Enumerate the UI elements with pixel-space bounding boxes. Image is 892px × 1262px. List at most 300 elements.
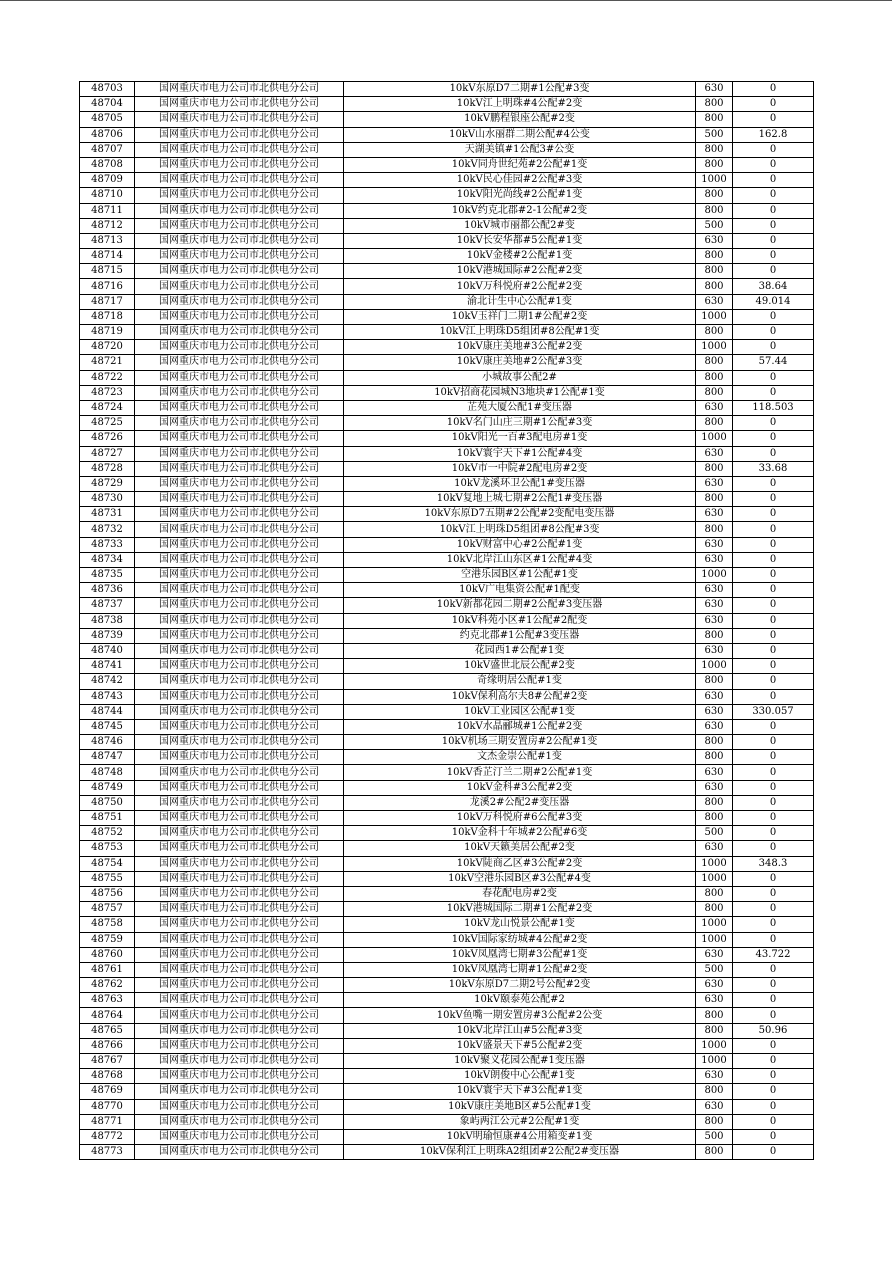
value-cell: 0 bbox=[733, 142, 814, 157]
row-number: 48767 bbox=[80, 1054, 135, 1069]
company-cell: 国网重庆市电力公司市北供电分公司 bbox=[135, 917, 344, 932]
capacity-cell: 800 bbox=[696, 157, 733, 172]
value-cell: 0 bbox=[733, 795, 814, 810]
value-cell: 0 bbox=[733, 203, 814, 218]
row-number: 48734 bbox=[80, 552, 135, 567]
company-cell: 国网重庆市电力公司市北供电分公司 bbox=[135, 537, 344, 552]
transformer-name-cell: 10kV水晶郦城#1公配#2变 bbox=[344, 719, 696, 734]
value-cell: 0 bbox=[733, 385, 814, 400]
table-row bbox=[80, 1054, 814, 1069]
transformer-name-cell: 10kV江上明珠D5组团#8公配#3变 bbox=[344, 522, 696, 537]
table-row bbox=[80, 552, 814, 567]
value-cell: 0 bbox=[733, 750, 814, 765]
capacity-cell: 630 bbox=[696, 719, 733, 734]
transformer-name-cell: 10kV国际家纺城#4公配#2变 bbox=[344, 932, 696, 947]
page-top-rule bbox=[0, 0, 892, 1]
capacity-cell: 630 bbox=[696, 1069, 733, 1084]
table-row bbox=[80, 689, 814, 704]
row-number: 48772 bbox=[80, 1129, 135, 1144]
row-number: 48718 bbox=[80, 309, 135, 324]
table-row bbox=[80, 598, 814, 613]
capacity-cell: 630 bbox=[696, 1099, 733, 1114]
row-number: 48756 bbox=[80, 886, 135, 901]
company-cell: 国网重庆市电力公司市北供电分公司 bbox=[135, 993, 344, 1008]
capacity-cell: 630 bbox=[696, 476, 733, 491]
value-cell: 0 bbox=[733, 719, 814, 734]
company-cell: 国网重庆市电力公司市北供电分公司 bbox=[135, 385, 344, 400]
table-row bbox=[80, 962, 814, 977]
company-cell: 国网重庆市电力公司市北供电分公司 bbox=[135, 643, 344, 658]
row-number: 48704 bbox=[80, 97, 135, 112]
value-cell: 50.96 bbox=[733, 1023, 814, 1038]
table-row bbox=[80, 370, 814, 385]
transformer-name-cell: 10kV明瑜恒康#4公用箱变#1变 bbox=[344, 1129, 696, 1144]
value-cell: 0 bbox=[733, 1129, 814, 1144]
transformer-name-cell: 10kV陡商乙区#3公配#2变 bbox=[344, 856, 696, 871]
capacity-cell: 800 bbox=[696, 188, 733, 203]
row-number: 48713 bbox=[80, 233, 135, 248]
capacity-cell: 800 bbox=[696, 416, 733, 431]
transformer-name-cell: 10kV鹏程银座公配#2变 bbox=[344, 112, 696, 127]
transformer-name-cell: 10kV北岸江山东区#1公配#4变 bbox=[344, 552, 696, 567]
company-cell: 国网重庆市电力公司市北供电分公司 bbox=[135, 1038, 344, 1053]
transformer-name-cell: 10kV凤凰湾七期#1公配#2变 bbox=[344, 962, 696, 977]
row-number: 48738 bbox=[80, 613, 135, 628]
row-number: 48750 bbox=[80, 795, 135, 810]
capacity-cell: 500 bbox=[696, 826, 733, 841]
value-cell: 0 bbox=[733, 1069, 814, 1084]
company-cell: 国网重庆市电力公司市北供电分公司 bbox=[135, 1069, 344, 1084]
capacity-cell: 1000 bbox=[696, 1054, 733, 1069]
value-cell: 0 bbox=[733, 932, 814, 947]
transformer-name-cell: 10kV寰宇天下#1公配#4变 bbox=[344, 446, 696, 461]
transformer-name-cell: 10kV港城国际二期#1公配#2变 bbox=[344, 902, 696, 917]
table-row bbox=[80, 643, 814, 658]
row-number: 48746 bbox=[80, 735, 135, 750]
value-cell: 0 bbox=[733, 325, 814, 340]
value-cell: 0 bbox=[733, 157, 814, 172]
transformer-name-cell: 10kV约克北郡#2-1公配#2变 bbox=[344, 203, 696, 218]
table-row bbox=[80, 886, 814, 901]
table-row bbox=[80, 446, 814, 461]
row-number: 48707 bbox=[80, 142, 135, 157]
company-cell: 国网重庆市电力公司市北供电分公司 bbox=[135, 932, 344, 947]
table-row bbox=[80, 795, 814, 810]
transformer-name-cell: 小城故事公配2# bbox=[344, 370, 696, 385]
row-number: 48714 bbox=[80, 249, 135, 264]
row-number: 48740 bbox=[80, 643, 135, 658]
transformer-name-cell: 10kV新都花园二期#2公配#3变压器 bbox=[344, 598, 696, 613]
transformer-name-cell: 奇缘明居公配#1变 bbox=[344, 674, 696, 689]
table-row bbox=[80, 704, 814, 719]
capacity-cell: 1000 bbox=[696, 173, 733, 188]
row-number: 48752 bbox=[80, 826, 135, 841]
value-cell: 0 bbox=[733, 659, 814, 674]
value-cell: 0 bbox=[733, 233, 814, 248]
table-row bbox=[80, 841, 814, 856]
row-number: 48749 bbox=[80, 780, 135, 795]
table-row bbox=[80, 507, 814, 522]
value-cell: 0 bbox=[733, 993, 814, 1008]
company-cell: 国网重庆市电力公司市北供电分公司 bbox=[135, 628, 344, 643]
company-cell: 国网重庆市电力公司市北供电分公司 bbox=[135, 492, 344, 507]
row-number: 48765 bbox=[80, 1023, 135, 1038]
value-cell: 0 bbox=[733, 249, 814, 264]
capacity-cell: 630 bbox=[696, 537, 733, 552]
row-number: 48730 bbox=[80, 492, 135, 507]
transformer-name-cell: 10kV东原D7二期#1公配#3变 bbox=[344, 82, 696, 97]
company-cell: 国网重庆市电力公司市北供电分公司 bbox=[135, 886, 344, 901]
table-row bbox=[80, 719, 814, 734]
company-cell: 国网重庆市电力公司市北供电分公司 bbox=[135, 659, 344, 674]
company-cell: 国网重庆市电力公司市北供电分公司 bbox=[135, 674, 344, 689]
table-row bbox=[80, 674, 814, 689]
transformer-name-cell: 10kV保利江上明珠A2组团#2公配2#变压器 bbox=[344, 1145, 696, 1160]
transformer-name-cell: 10kV天籁美居公配#2变 bbox=[344, 841, 696, 856]
transformer-name-cell: 10kV寰宇天下#3公配#1变 bbox=[344, 1084, 696, 1099]
table-row bbox=[80, 917, 814, 932]
table-row bbox=[80, 340, 814, 355]
company-cell: 国网重庆市电力公司市北供电分公司 bbox=[135, 902, 344, 917]
transformer-name-cell: 10kV港城国际#2公配#2变 bbox=[344, 264, 696, 279]
value-cell: 0 bbox=[733, 522, 814, 537]
row-number: 48741 bbox=[80, 659, 135, 674]
capacity-cell: 630 bbox=[696, 446, 733, 461]
capacity-cell: 630 bbox=[696, 82, 733, 97]
value-cell: 0 bbox=[733, 1084, 814, 1099]
capacity-cell: 630 bbox=[696, 947, 733, 962]
capacity-cell: 630 bbox=[696, 704, 733, 719]
company-cell: 国网重庆市电力公司市北供电分公司 bbox=[135, 583, 344, 598]
capacity-cell: 800 bbox=[696, 385, 733, 400]
capacity-cell: 500 bbox=[696, 127, 733, 142]
transformer-name-cell: 10kV龙溪环卫公配1#变压器 bbox=[344, 476, 696, 491]
value-cell: 0 bbox=[733, 568, 814, 583]
value-cell: 0 bbox=[733, 188, 814, 203]
company-cell: 国网重庆市电力公司市北供电分公司 bbox=[135, 309, 344, 324]
table-row bbox=[80, 735, 814, 750]
transformer-name-cell: 天湖美镇#1公配3#公变 bbox=[344, 142, 696, 157]
table-row bbox=[80, 233, 814, 248]
company-cell: 国网重庆市电力公司市北供电分公司 bbox=[135, 613, 344, 628]
value-cell: 57.44 bbox=[733, 355, 814, 370]
company-cell: 国网重庆市电力公司市北供电分公司 bbox=[135, 522, 344, 537]
capacity-cell: 630 bbox=[696, 233, 733, 248]
row-number: 48745 bbox=[80, 719, 135, 734]
table-row bbox=[80, 1084, 814, 1099]
value-cell: 0 bbox=[733, 173, 814, 188]
company-cell: 国网重庆市电力公司市北供电分公司 bbox=[135, 188, 344, 203]
value-cell: 0 bbox=[733, 1008, 814, 1023]
company-cell: 国网重庆市电力公司市北供电分公司 bbox=[135, 1008, 344, 1023]
capacity-cell: 630 bbox=[696, 993, 733, 1008]
transformer-name-cell: 10kV江上明珠D5组团#8公配#1变 bbox=[344, 325, 696, 340]
value-cell: 0 bbox=[733, 902, 814, 917]
table-row bbox=[80, 157, 814, 172]
transformer-name-cell: 10kV金楼#2公配#1变 bbox=[344, 249, 696, 264]
table-row bbox=[80, 932, 814, 947]
company-cell: 国网重庆市电力公司市北供电分公司 bbox=[135, 811, 344, 826]
capacity-cell: 800 bbox=[696, 461, 733, 476]
capacity-cell: 1000 bbox=[696, 856, 733, 871]
value-cell: 162.8 bbox=[733, 127, 814, 142]
capacity-cell: 1000 bbox=[696, 932, 733, 947]
row-number: 48711 bbox=[80, 203, 135, 218]
capacity-cell: 630 bbox=[696, 765, 733, 780]
transformer-name-cell: 10kV市一中院#2配电房#2变 bbox=[344, 461, 696, 476]
transformer-name-cell: 春花配电房#2变 bbox=[344, 886, 696, 901]
capacity-cell: 800 bbox=[696, 628, 733, 643]
value-cell: 0 bbox=[733, 780, 814, 795]
table-row bbox=[80, 97, 814, 112]
transformer-name-cell: 10kV复地上城七期#2公配1#变压器 bbox=[344, 492, 696, 507]
company-cell: 国网重庆市电力公司市北供电分公司 bbox=[135, 340, 344, 355]
transformer-name-cell: 10kV龙山悦景公配#1变 bbox=[344, 917, 696, 932]
table-row bbox=[80, 279, 814, 294]
row-number: 48727 bbox=[80, 446, 135, 461]
table-row bbox=[80, 264, 814, 279]
company-cell: 国网重庆市电力公司市北供电分公司 bbox=[135, 856, 344, 871]
company-cell: 国网重庆市电力公司市北供电分公司 bbox=[135, 1145, 344, 1160]
company-cell: 国网重庆市电力公司市北供电分公司 bbox=[135, 142, 344, 157]
value-cell: 348.3 bbox=[733, 856, 814, 871]
company-cell: 国网重庆市电力公司市北供电分公司 bbox=[135, 127, 344, 142]
capacity-cell: 630 bbox=[696, 583, 733, 598]
value-cell: 33.68 bbox=[733, 461, 814, 476]
company-cell: 国网重庆市电力公司市北供电分公司 bbox=[135, 1114, 344, 1129]
table-row bbox=[80, 947, 814, 962]
transformer-name-cell: 花园西1#公配#1变 bbox=[344, 643, 696, 658]
capacity-cell: 800 bbox=[696, 735, 733, 750]
value-cell: 0 bbox=[733, 431, 814, 446]
row-number: 48762 bbox=[80, 978, 135, 993]
value-cell: 0 bbox=[733, 416, 814, 431]
capacity-cell: 800 bbox=[696, 674, 733, 689]
row-number: 48755 bbox=[80, 871, 135, 886]
table-row bbox=[80, 400, 814, 415]
table-row bbox=[80, 1008, 814, 1023]
row-number: 48710 bbox=[80, 188, 135, 203]
table-row bbox=[80, 492, 814, 507]
value-cell: 38.64 bbox=[733, 279, 814, 294]
transformer-name-cell: 象屿两江公元#2公配#1变 bbox=[344, 1114, 696, 1129]
row-number: 48742 bbox=[80, 674, 135, 689]
row-number: 48728 bbox=[80, 461, 135, 476]
transformer-name-cell: 10kV机场三期安置房#2公配#1变 bbox=[344, 735, 696, 750]
value-cell: 0 bbox=[733, 917, 814, 932]
capacity-cell: 630 bbox=[696, 978, 733, 993]
company-cell: 国网重庆市电力公司市北供电分公司 bbox=[135, 355, 344, 370]
company-cell: 国网重庆市电力公司市北供电分公司 bbox=[135, 871, 344, 886]
capacity-cell: 800 bbox=[696, 142, 733, 157]
capacity-cell: 800 bbox=[696, 264, 733, 279]
transformer-name-cell: 10kV广电集资公配#1配变 bbox=[344, 583, 696, 598]
value-cell: 0 bbox=[733, 628, 814, 643]
row-number: 48761 bbox=[80, 962, 135, 977]
company-cell: 国网重庆市电力公司市北供电分公司 bbox=[135, 1023, 344, 1038]
capacity-cell: 800 bbox=[696, 902, 733, 917]
capacity-cell: 500 bbox=[696, 218, 733, 233]
transformer-name-cell: 空港乐园B区#1公配#1变 bbox=[344, 568, 696, 583]
transformer-name-cell: 10kV康庄美地#3公配#2变 bbox=[344, 340, 696, 355]
value-cell: 0 bbox=[733, 1145, 814, 1160]
company-cell: 国网重庆市电力公司市北供电分公司 bbox=[135, 598, 344, 613]
transformer-name-cell: 10kV万科悦府#6公配#3变 bbox=[344, 811, 696, 826]
company-cell: 国网重庆市电力公司市北供电分公司 bbox=[135, 978, 344, 993]
capacity-cell: 800 bbox=[696, 112, 733, 127]
row-number: 48739 bbox=[80, 628, 135, 643]
value-cell: 0 bbox=[733, 370, 814, 385]
transformer-name-cell: 10kV盛景天下#5公配#2变 bbox=[344, 1038, 696, 1053]
row-number: 48724 bbox=[80, 400, 135, 415]
value-cell: 0 bbox=[733, 446, 814, 461]
capacity-cell: 1000 bbox=[696, 568, 733, 583]
transformer-name-cell: 10kV阳光尚线#2公配#1变 bbox=[344, 188, 696, 203]
transformer-name-cell: 渝北计生中心公配#1变 bbox=[344, 294, 696, 309]
row-number: 48771 bbox=[80, 1114, 135, 1129]
company-cell: 国网重庆市电力公司市北供电分公司 bbox=[135, 962, 344, 977]
capacity-cell: 800 bbox=[696, 1145, 733, 1160]
row-number: 48736 bbox=[80, 583, 135, 598]
capacity-cell: 800 bbox=[696, 325, 733, 340]
table-row bbox=[80, 811, 814, 826]
transformer-name-cell: 10kV招商花园城N3地块#1公配#1变 bbox=[344, 385, 696, 400]
table-row bbox=[80, 750, 814, 765]
value-cell: 0 bbox=[733, 1038, 814, 1053]
company-cell: 国网重庆市电力公司市北供电分公司 bbox=[135, 1084, 344, 1099]
company-cell: 国网重庆市电力公司市北供电分公司 bbox=[135, 780, 344, 795]
transformer-name-cell: 10kV山水丽群二期公配#4公变 bbox=[344, 127, 696, 142]
company-cell: 国网重庆市电力公司市北供电分公司 bbox=[135, 325, 344, 340]
transformer-name-cell: 10kV东原D7二期2号公配#2变 bbox=[344, 978, 696, 993]
transformer-name-cell: 10kV民心佳园#2公配#3变 bbox=[344, 173, 696, 188]
row-number: 48729 bbox=[80, 476, 135, 491]
value-cell: 0 bbox=[733, 492, 814, 507]
transformer-name-cell: 10kV玉祥门二期1#公配#2变 bbox=[344, 309, 696, 324]
table-row bbox=[80, 993, 814, 1008]
table-row bbox=[80, 628, 814, 643]
value-cell: 330.057 bbox=[733, 704, 814, 719]
company-cell: 国网重庆市电力公司市北供电分公司 bbox=[135, 218, 344, 233]
transformer-name-cell: 10kV康庄美地B区#5公配#1变 bbox=[344, 1099, 696, 1114]
company-cell: 国网重庆市电力公司市北供电分公司 bbox=[135, 157, 344, 172]
table-row bbox=[80, 112, 814, 127]
company-cell: 国网重庆市电力公司市北供电分公司 bbox=[135, 112, 344, 127]
capacity-cell: 630 bbox=[696, 294, 733, 309]
company-cell: 国网重庆市电力公司市北供电分公司 bbox=[135, 370, 344, 385]
transformer-name-cell: 10kV北岸江山#5公配#3变 bbox=[344, 1023, 696, 1038]
value-cell: 0 bbox=[733, 978, 814, 993]
row-number: 48764 bbox=[80, 1008, 135, 1023]
company-cell: 国网重庆市电力公司市北供电分公司 bbox=[135, 279, 344, 294]
value-cell: 0 bbox=[733, 674, 814, 689]
value-cell: 0 bbox=[733, 82, 814, 97]
table-row bbox=[80, 613, 814, 628]
row-number: 48769 bbox=[80, 1084, 135, 1099]
table-row bbox=[80, 583, 814, 598]
transformer-name-cell: 10kV科苑小区#1公配#2配变 bbox=[344, 613, 696, 628]
table-row bbox=[80, 188, 814, 203]
company-cell: 国网重庆市电力公司市北供电分公司 bbox=[135, 461, 344, 476]
table-row bbox=[80, 309, 814, 324]
capacity-cell: 1000 bbox=[696, 871, 733, 886]
capacity-cell: 630 bbox=[696, 552, 733, 567]
value-cell: 0 bbox=[733, 826, 814, 841]
value-cell: 43.722 bbox=[733, 947, 814, 962]
table-row bbox=[80, 537, 814, 552]
table-row bbox=[80, 416, 814, 431]
table-row bbox=[80, 826, 814, 841]
capacity-cell: 1000 bbox=[696, 659, 733, 674]
table-row bbox=[80, 871, 814, 886]
value-cell: 0 bbox=[733, 841, 814, 856]
table-row bbox=[80, 218, 814, 233]
transformer-name-cell: 10kV金科十年城#2公配#6变 bbox=[344, 826, 696, 841]
company-cell: 国网重庆市电力公司市北供电分公司 bbox=[135, 416, 344, 431]
company-cell: 国网重庆市电力公司市北供电分公司 bbox=[135, 507, 344, 522]
capacity-cell: 800 bbox=[696, 97, 733, 112]
transformer-name-cell: 约克北郡#1公配#3变压器 bbox=[344, 628, 696, 643]
table-row bbox=[80, 1069, 814, 1084]
table-row bbox=[80, 476, 814, 491]
value-cell: 0 bbox=[733, 552, 814, 567]
table-row bbox=[80, 1038, 814, 1053]
capacity-cell: 1000 bbox=[696, 431, 733, 446]
row-number: 48723 bbox=[80, 385, 135, 400]
table-row bbox=[80, 127, 814, 142]
transformer-name-cell: 10kV江上明珠#4公配#2变 bbox=[344, 97, 696, 112]
value-cell: 0 bbox=[733, 1114, 814, 1129]
capacity-cell: 630 bbox=[696, 643, 733, 658]
value-cell: 0 bbox=[733, 598, 814, 613]
row-number: 48773 bbox=[80, 1145, 135, 1160]
table-row bbox=[80, 325, 814, 340]
value-cell: 0 bbox=[733, 765, 814, 780]
capacity-cell: 630 bbox=[696, 689, 733, 704]
company-cell: 国网重庆市电力公司市北供电分公司 bbox=[135, 765, 344, 780]
table-row bbox=[80, 249, 814, 264]
transformer-name-cell: 10kV财富中心#2公配#1变 bbox=[344, 537, 696, 552]
company-cell: 国网重庆市电力公司市北供电分公司 bbox=[135, 719, 344, 734]
value-cell: 0 bbox=[733, 476, 814, 491]
table-row bbox=[80, 1145, 814, 1160]
value-cell: 0 bbox=[733, 309, 814, 324]
value-cell: 0 bbox=[733, 264, 814, 279]
transformer-name-cell: 10kV城市丽都公配2#变 bbox=[344, 218, 696, 233]
table-row bbox=[80, 765, 814, 780]
value-cell: 0 bbox=[733, 613, 814, 628]
transformer-name-cell: 10kV盛世北辰公配#2变 bbox=[344, 659, 696, 674]
capacity-cell: 630 bbox=[696, 598, 733, 613]
transformer-name-cell: 10kV工业园区公配#1变 bbox=[344, 704, 696, 719]
transformer-name-cell: 文杰金崇公配#1变 bbox=[344, 750, 696, 765]
table-row bbox=[80, 659, 814, 674]
table-row bbox=[80, 902, 814, 917]
table-row bbox=[80, 522, 814, 537]
company-cell: 国网重庆市电力公司市北供电分公司 bbox=[135, 203, 344, 218]
transformer-name-cell: 10kV颐泰苑公配#2 bbox=[344, 993, 696, 1008]
transformer-name-cell: 10kV名门山庄三期#1公配#3变 bbox=[344, 416, 696, 431]
company-cell: 国网重庆市电力公司市北供电分公司 bbox=[135, 82, 344, 97]
capacity-cell: 800 bbox=[696, 1008, 733, 1023]
table-row bbox=[80, 1099, 814, 1114]
transformer-name-cell: 10kV金科#3公配#2变 bbox=[344, 780, 696, 795]
company-cell: 国网重庆市电力公司市北供电分公司 bbox=[135, 826, 344, 841]
table-row bbox=[80, 1114, 814, 1129]
capacity-cell: 800 bbox=[696, 492, 733, 507]
value-cell: 0 bbox=[733, 1099, 814, 1114]
company-cell: 国网重庆市电力公司市北供电分公司 bbox=[135, 1054, 344, 1069]
